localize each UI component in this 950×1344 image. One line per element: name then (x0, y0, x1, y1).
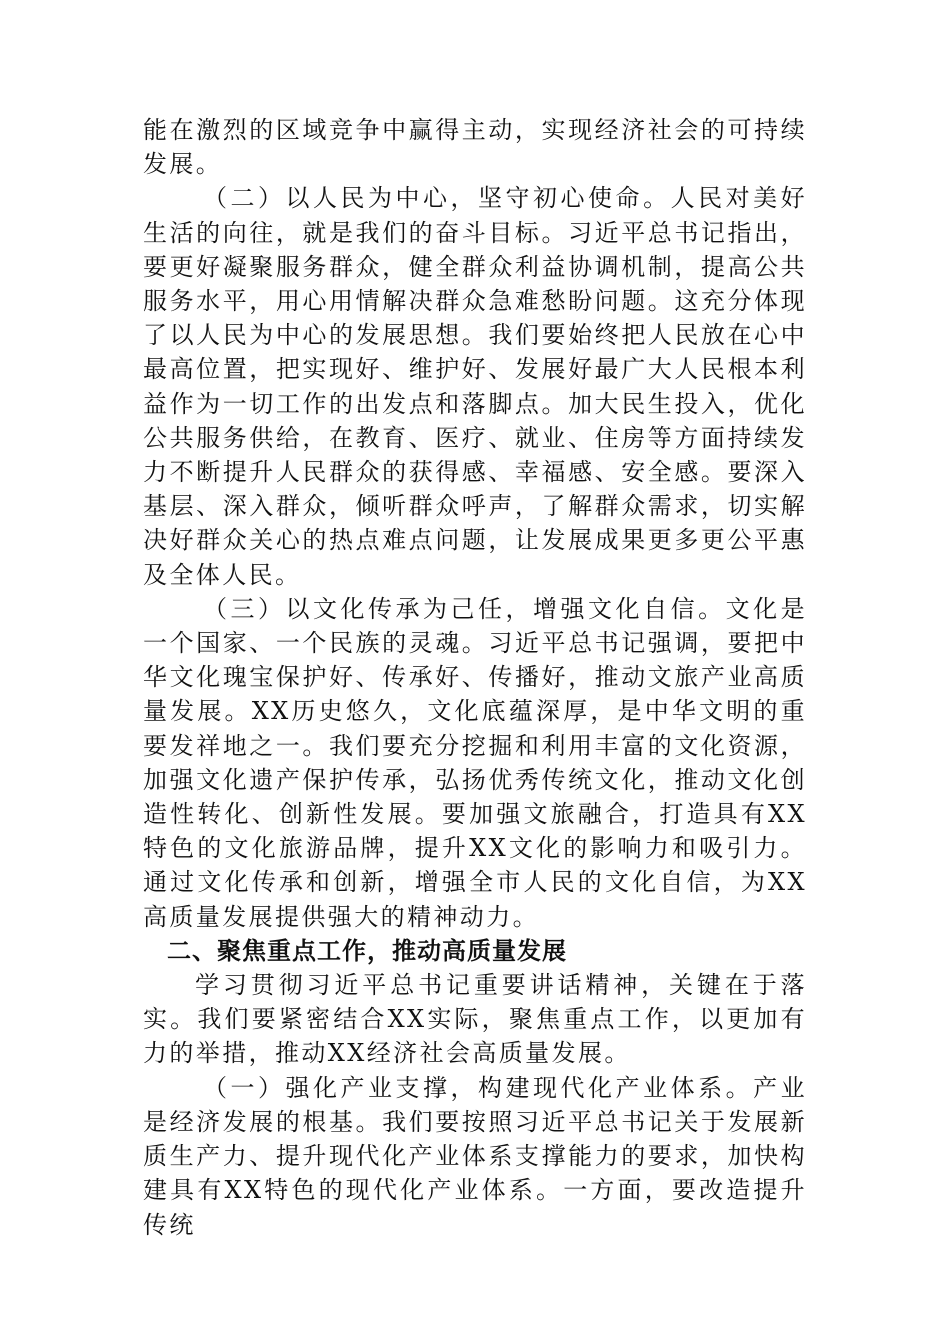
paragraph-text: 文化是一个国家、一个民族的灵魂。习近平总书记强调，要把中华文化瑰宝保护好、传承好、传播好，推动文旅产业高质量发展。XX历史悠久，文化底蕴深厚，是中华文明的重要发祥地之一。我们要充分挖掘和利用丰富的文化资源，加强文化遗产保护传承，弘扬优秀传统文化，推动文化创造性转化、创新性发展。要加强文旅融合，打造具有XX特色的文化旅游品牌，提升XX文化的影响力和吸引力。通过文化传承和创新，增强全市人民的文化自信，为XX高质量发展提供强大的精神动力。 (143, 594, 807, 931)
subsection-lead: （三）以文化传承为己任，增强文化自信。 (203, 594, 726, 623)
section-heading: 二、聚焦重点工作，推动高质量发展 (167, 936, 567, 965)
document-body (143, 113, 807, 1242)
paragraph-industry-support (143, 1071, 807, 1242)
paragraph-cultural-heritage (143, 592, 807, 934)
paragraph-continuation: 能在激烈的区域竞争中赢得主动，实现经济社会的可持续发展。 (143, 116, 807, 179)
paragraph-text: 产业是经济发展的根基。我们要按照习近平总书记关于发展新质生产力、提升现代化产业体系支撑能力的要求，加快构建具有XX特色的现代化产业体系。一方面，要改造提升传统 (143, 1073, 807, 1239)
subsection-lead: （一）强化产业支撑，构建现代化产业体系。 (203, 1073, 754, 1102)
subsection-lead: （二）以人民为中心，坚守初心使命。 (203, 184, 671, 213)
paragraph-implementation: 学习贯彻习近平总书记重要讲话精神，关键在于落实。我们要紧密结合XX实际，聚焦重点工作，以更加有力的举措，推动XX经济社会高质量发展。 (143, 971, 807, 1068)
paragraph-people-centered (143, 181, 807, 591)
paragraph-text: 人民对美好生活的向往，就是我们的奋斗目标。习近平总书记指出，要更好凝聚服务群众，健全群众利益协调机制，提高公共服务水平，用心用情解决群众急难愁盼问题。这充分体现了以人民为中心的发展思想。我们要始终把人民放在心中最高位置，把实现好、维护好、发展好最广大人民根本利益作为一切工作的出发点和落脚点。加大民生投入，优化公共服务供给，在教育、医疗、就业、住房等方面持续发力不断提升人民群众的获得感、幸福感、安全感。要深入基层、深入群众，倾听群众呼声，了解群众需求，切实解决好群众关心的热点难点问题，让发展成果更多更公平惠及全体人民。 (143, 184, 807, 589)
